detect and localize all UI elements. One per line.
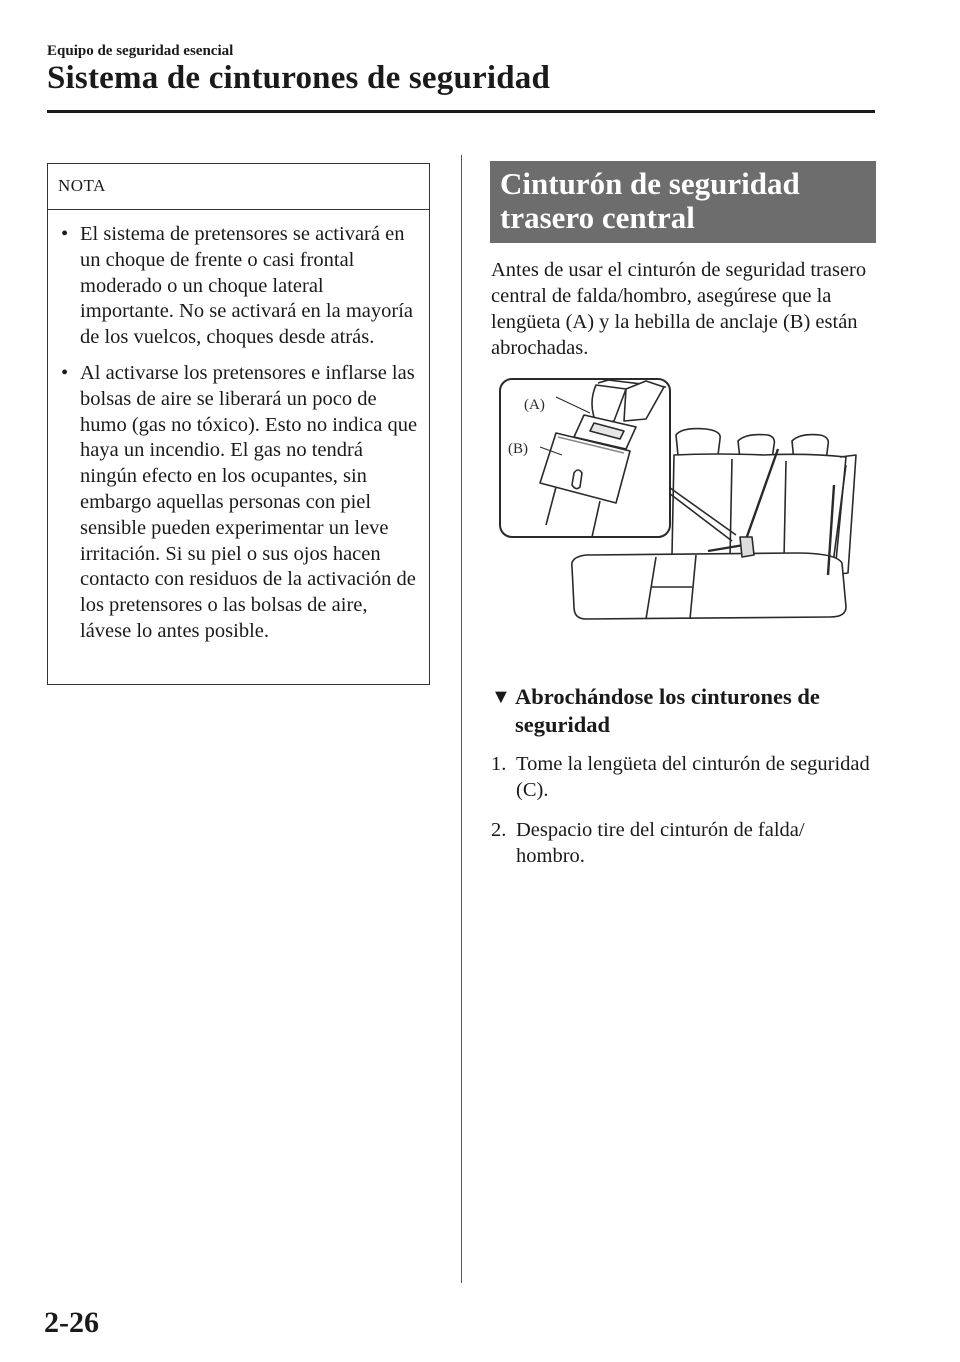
bullet-dot-icon: • — [61, 223, 69, 245]
subsection-heading — [491, 683, 881, 739]
label-a: (A) — [524, 397, 545, 413]
note-box — [47, 163, 430, 685]
page-number: 2-26 — [44, 1306, 99, 1339]
note-body — [48, 210, 429, 645]
note-bullet-text: Al activarse los pretensores e inflarse las bolsas de aire se liberará un poco de humo (gas no tóxico). Esto no indica que haya un incendio. El gas no tendrá ningún efecto en los ocupantes, sin embargo aquellas personas con piel sensible pueden experimentar un leve irritación. Si su piel o sus ojos hacen contacto con residuos de la activación de los pretensores o las bolsas de aire, lávese lo antes posible. — [80, 361, 418, 642]
section-title-line1: Cinturón de seguridad — [500, 166, 800, 201]
note-title: NOTA — [48, 164, 429, 210]
note-bullet — [58, 222, 419, 351]
subsection-title: Abrochándose los cinturones de seguridad — [515, 684, 820, 737]
step-item — [491, 817, 871, 869]
note-bullet-text: El sistema de pretensores se activará en un choque de frente o casi frontal moderado o un choque lateral importante. No se activará en la mayoría de los vuelcos, choques desde atrás. — [80, 223, 413, 349]
label-b: (B) — [508, 441, 528, 457]
step-text: Despacio tire del cinturón de falda/ hombro. — [516, 819, 805, 867]
seat-belt-illustration — [496, 375, 866, 620]
section-title-line2: trasero central — [500, 200, 695, 235]
section-label: Equipo de seguridad esencial — [47, 43, 234, 59]
section-banner — [490, 161, 876, 243]
rear-seat-belt-icon — [496, 375, 866, 620]
step-text: Tome la lengüeta del cinturón de seguridad (C). — [516, 753, 870, 801]
note-bullet — [58, 361, 419, 645]
header-rule — [47, 110, 875, 113]
step-number: 1. — [491, 753, 507, 775]
step-item — [491, 751, 871, 803]
column-divider — [461, 155, 462, 1283]
step-number: 2. — [491, 819, 507, 841]
triangle-down-icon: ▼ — [491, 686, 511, 708]
page-title: Sistema de cinturones de seguridad — [47, 60, 551, 96]
bullet-dot-icon: • — [61, 361, 69, 384]
section-intro: Antes de usar el cinturón de seguridad trasero central de falda/hombro, asegúrese que la lengüeta (A) y la hebilla de anclaje (B) están abrochadas. — [491, 259, 867, 359]
